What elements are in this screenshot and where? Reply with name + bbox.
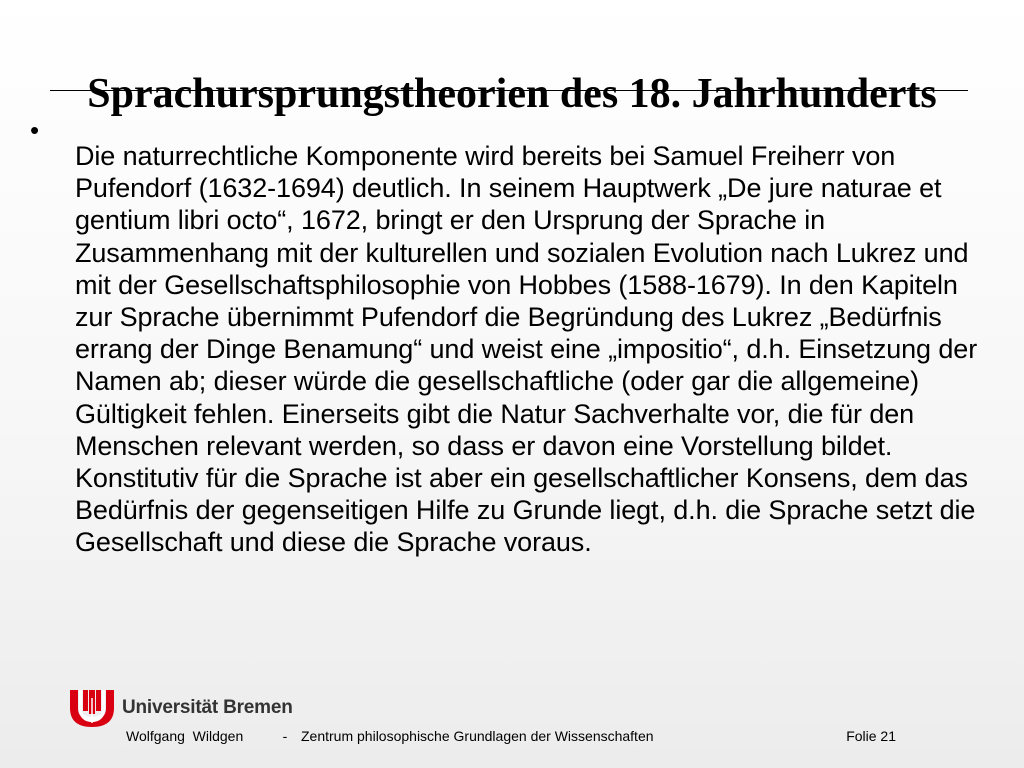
bullet-marker: • xyxy=(30,115,40,145)
university-bremen-logo-icon xyxy=(68,688,116,728)
university-wordmark: Universität Bremen xyxy=(122,697,293,718)
slide-number: Folie 21 xyxy=(846,728,896,744)
footer-organization: Zentrum philosophische Grundlagen der Wissenschaften xyxy=(301,728,654,744)
slide-title: Sprachursprungstheorien des 18. Jahrhunderts xyxy=(87,71,937,118)
slide-body-text: Die naturrechtliche Komponente wird bereits bei Samuel Freiherr von Pufendorf (1632-1694) deutlich. In seinem Hauptwerk „De jure naturae et gentium libri octo“, 1672, bringt er den Ursprung der Sprache in Zusammenhang mit der kulturellen und sozialen Evolution nach Lukrez und mit der Gesellschaftsphilosophie von Hobbes (1588-1679). In den Kapiteln zur Sprache übernimmt Pufendorf die Begründung des Lukrez „Bedürfnis errang der Dinge Benamung“ und weist eine „impositio“, d.h. Einsetzung der Namen ab; dieser würde die gesellschaftliche (oder gar die allgemeine) Gültigkeit fehlen. Einerseits gibt die Natur Sachverhalte vor, die für den Menschen relevant werden, so dass er davon eine Vorstellung bildet. Konstitutiv für die Sprache ist aber ein gesellschaftlicher Konsens, dem das Bedürfnis der gegenseitigen Hilfe zu Grunde liegt, d.h. die Sprache setzt die Gesellschaft und diese die Sprache voraus. xyxy=(75,141,978,558)
slide-footer xyxy=(126,727,896,745)
title-divider xyxy=(50,90,968,91)
footer-separator: - xyxy=(282,728,288,744)
footer-author: Wolfgang Wildgen xyxy=(126,728,244,744)
